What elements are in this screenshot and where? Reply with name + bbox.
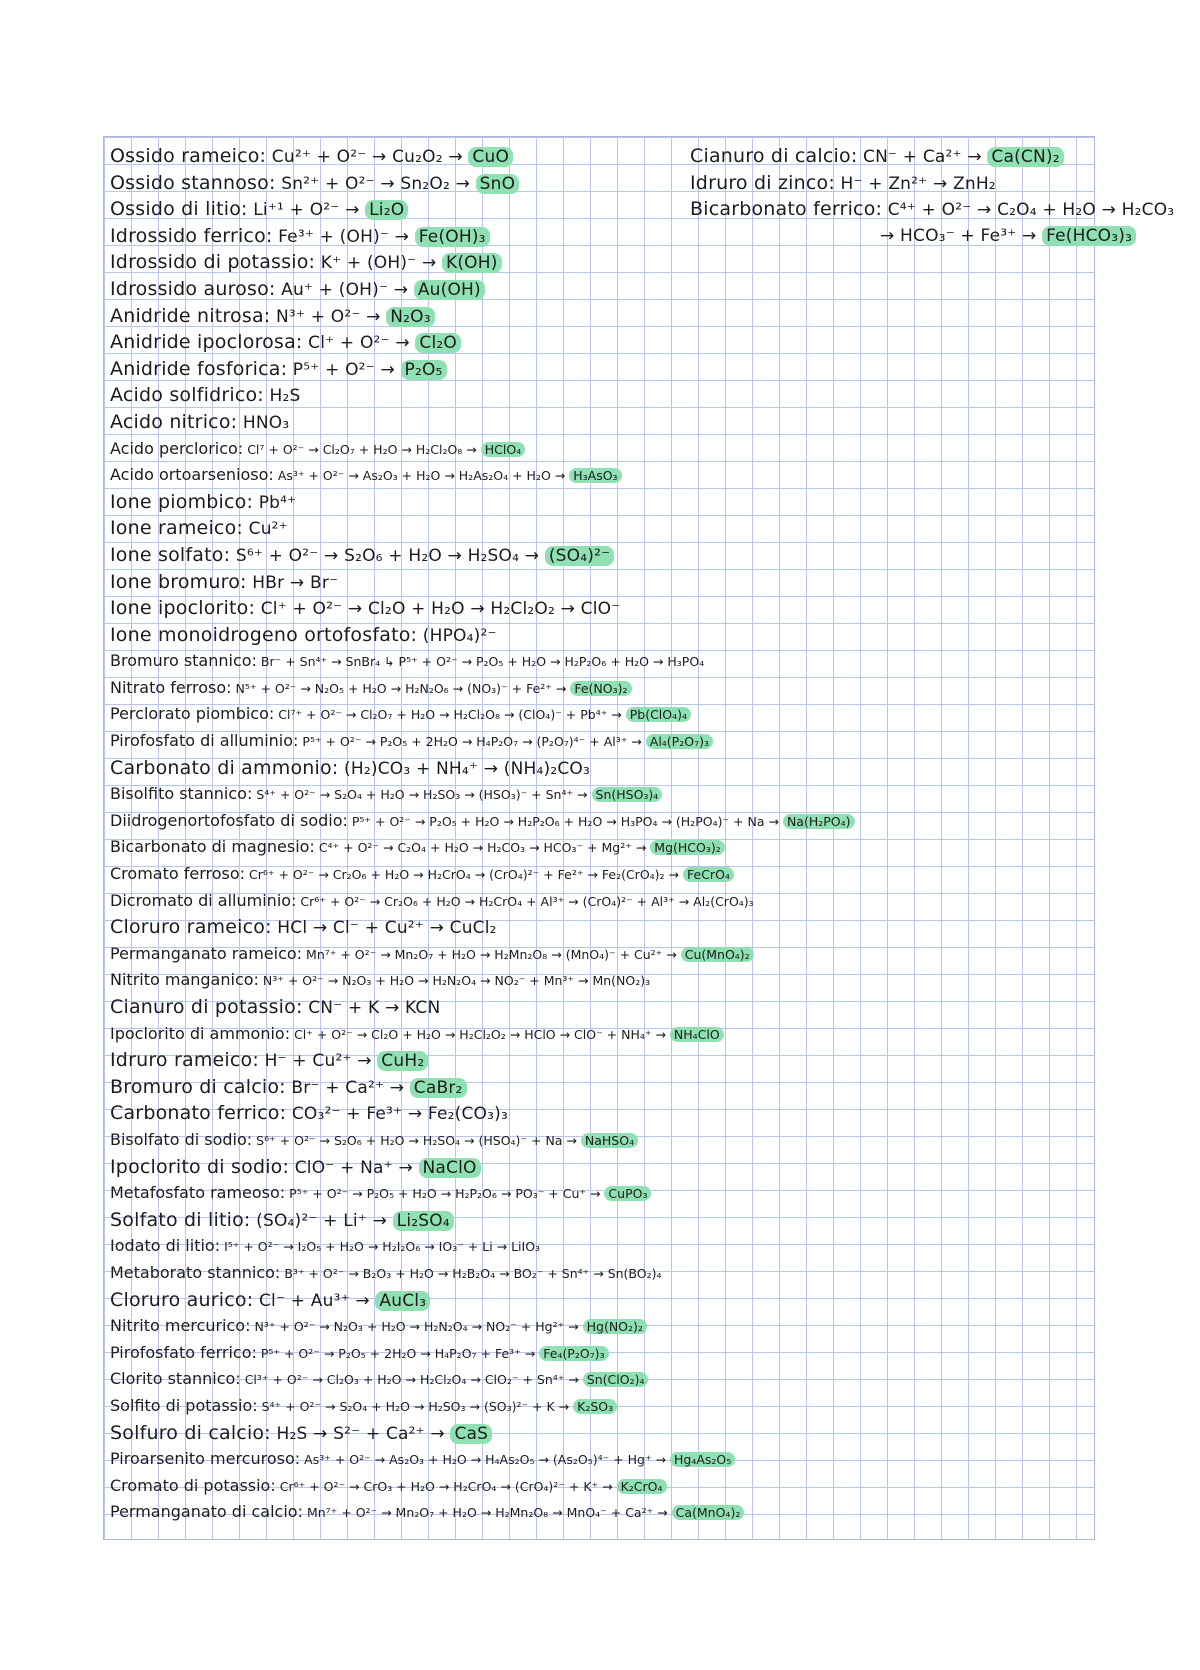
highlighted-result: CuPO₃ — [604, 1186, 651, 1201]
compound-name: Bromuro di calcio: — [110, 1075, 286, 1098]
compound-name: Ione bromuro: — [110, 570, 247, 593]
highlighted-result: K(OH) — [442, 253, 502, 273]
highlighted-result: P₂O₅ — [401, 360, 447, 380]
reaction-formula: Cl⁺ + O²⁻ → — [308, 333, 410, 354]
reaction-formula: HBr → Br⁻ — [252, 572, 339, 593]
reaction-formula: (SO₄)²⁻ + Li⁺ → — [256, 1210, 388, 1231]
compound-name: Idrossido auroso: — [110, 277, 276, 300]
highlighted-result: (SO₄)²⁻ — [545, 546, 614, 566]
note-line — [110, 675, 1100, 702]
highlighted-result: Sn(ClO₂)₄ — [583, 1372, 649, 1387]
compound-name: Permanganato rameico: — [110, 943, 303, 963]
compound-name: Bicarbonato di magnesio: — [110, 837, 315, 857]
note-line — [110, 728, 1100, 755]
highlighted-result: Fe(HCO₃)₃ — [1042, 226, 1136, 246]
note-line — [110, 1473, 1100, 1500]
compound-name: Nitrito manganico: — [110, 970, 259, 990]
reaction-formula: HCl → Cl⁻ + Cu²⁺ → CuCl₂ — [277, 918, 497, 939]
compound-name: Carbonato di ammonio: — [110, 756, 339, 779]
compound-name: Acido nitrico: — [110, 410, 238, 433]
highlighted-result: Fe(NO₃)₂ — [570, 681, 631, 696]
compound-name: Ione piombico: — [110, 490, 254, 513]
note-line — [110, 701, 1100, 728]
reaction-formula: Au⁺ + (OH)⁻ → — [281, 279, 409, 300]
note-line — [110, 967, 1100, 994]
note-line — [110, 489, 1100, 516]
note-line — [110, 1074, 1100, 1101]
highlighted-result: Li₂O — [365, 200, 408, 220]
reaction-formula: Cr⁶⁺ + O²⁻ → Cr₂O₆ + H₂O → H₂CrO₄ + Al³⁺ → (CrO₄)²⁻ + Al³⁺ → Al₂(CrO₄)₃ — [300, 893, 754, 909]
highlighted-result: CuH₂ — [377, 1051, 428, 1071]
reaction-formula: P⁵⁺ + O²⁻ → P₂O₅ + H₂O → H₂P₂O₆ + H₂O → H₃PO₄ → (H₂PO₄)⁻ + Na → — [351, 813, 779, 829]
reaction-formula: S⁴⁺ + O²⁻ → S₂O₄ + H₂O → H₂SO₃ → (HSO₃)⁻ + Sn⁴⁺ → — [256, 787, 588, 803]
compound-name: Cromato ferroso: — [110, 864, 246, 884]
reaction-formula: (HPO₄)²⁻ — [422, 625, 497, 646]
note-line — [110, 329, 1100, 356]
reaction-formula: Cu²⁺ + O²⁻ → Cu₂O₂ → — [271, 147, 463, 167]
highlighted-result: Fe(OH)₃ — [415, 227, 490, 247]
compound-name: Ione ipoclorito: — [110, 597, 256, 620]
note-line — [110, 941, 1100, 968]
compound-name: Ossido rameico: — [110, 145, 267, 167]
reaction-formula: CO₃²⁻ + Fe³⁺ → Fe₂(CO₃)₃ — [291, 1104, 508, 1125]
reaction-formula: Mn⁷⁺ + O²⁻ → Mn₂O₇ + H₂O → H₂Mn₂O₈ → (MnO₄)⁻ + Cu²⁺ → — [306, 946, 677, 962]
note-line — [110, 755, 1100, 782]
reaction-formula: Br⁻ + Ca²⁺ → — [291, 1077, 405, 1098]
highlighted-result: AuCl₃ — [375, 1291, 430, 1311]
compound-name: Clorito stannico: — [110, 1369, 241, 1389]
reaction-formula: P⁵⁺ + O²⁻ → P₂O₅ + H₂O → H₂P₂O₆ → PO₃⁻ + Cu⁺ → — [289, 1186, 601, 1202]
compound-name: Iodato di litio: — [110, 1236, 221, 1256]
compound-name: Idrossido di potassio: — [110, 251, 316, 274]
compound-name: Anidride nitrosa: — [110, 304, 271, 327]
reaction-formula: Fe³⁺ + (OH)⁻ → — [278, 226, 410, 247]
note-line — [110, 1021, 1100, 1048]
highlighted-result: Hg₄As₂O₅ — [670, 1452, 735, 1467]
note-line — [110, 994, 1100, 1021]
note-line — [110, 781, 1100, 808]
reaction-formula: H⁻ + Zn²⁺ → ZnH₂ — [840, 173, 996, 194]
reaction-formula: N⁵⁺ + O²⁻ → N₂O₅ + H₂O → H₂N₂O₆ → (NO₃)⁻ + Fe²⁺ → — [235, 680, 567, 696]
compound-name: Bisolfato di sodio: — [110, 1129, 253, 1149]
compound-name: Cloruro rameico: — [110, 916, 272, 939]
compound-name: Acido solfidrico: — [110, 384, 264, 407]
compound-name: Ipoclorito di sodio: — [110, 1155, 290, 1178]
note-line — [110, 914, 1100, 941]
compound-name: Metaborato stannico: — [110, 1262, 281, 1282]
note-line — [110, 808, 1100, 835]
reaction-formula: Cr⁶⁺ + O²⁻ → CrO₃ + H₂O → H₂CrO₄ → (CrO₄)²⁻ + K⁺ → — [279, 1478, 613, 1494]
reaction-formula: C⁴⁺ + O²⁻ → C₂O₄ + H₂O → H₂CO₃ → HCO₃⁻ + Mg²⁺ → — [318, 840, 647, 856]
note-line — [110, 1393, 1100, 1420]
compound-name: Bisolfito stannico: — [110, 784, 253, 804]
highlighted-result: Cu(MnO₄)₂ — [681, 947, 754, 962]
reaction-formula: K⁺ + (OH)⁻ → — [320, 253, 437, 274]
note-line — [110, 1313, 1100, 1340]
compound-name: Ione rameico: — [110, 517, 244, 540]
compound-name: Metafosfato rameoso: — [110, 1183, 286, 1203]
highlighted-result: Ca(CN)₂ — [987, 147, 1063, 167]
reaction-formula: Mn⁷⁺ + O²⁻ → Mn₂O₇ + H₂O → H₂Mn₂O₈ → MnO₄⁻ + Ca²⁺ → — [306, 1505, 668, 1521]
note-line — [110, 1260, 1100, 1287]
reaction-formula: Cl⁻ + Au³⁺ → — [258, 1290, 370, 1311]
highlighted-result: NH₄ClO — [670, 1027, 724, 1042]
highlighted-result: Au(OH) — [414, 280, 485, 300]
compound-name: Anidride ipoclorosa: — [110, 331, 303, 354]
note-line — [110, 1100, 1100, 1127]
highlighted-result: NaClO — [419, 1158, 481, 1178]
compound-name: Permanganato di calcio: — [110, 1502, 303, 1522]
compound-name: Cianuro di calcio: — [690, 145, 858, 167]
highlighted-result: CuO — [468, 147, 513, 167]
reaction-formula: → HCO₃⁻ + Fe³⁺ → — [880, 225, 1037, 246]
compound-name: Idrossido ferrico: — [110, 224, 273, 247]
highlighted-result: NaHSO₄ — [581, 1133, 638, 1148]
reaction-formula: Cu²⁺ — [248, 519, 288, 540]
reaction-formula: (H₂)CO₃ + NH₄⁺ → (NH₄)₂CO₃ — [344, 758, 591, 779]
reaction-formula: S⁶⁺ + O²⁻ → S₂O₆ + H₂O → H₂SO₄ → (HSO₄)⁻ + Na → — [256, 1132, 577, 1148]
note-line — [110, 1366, 1100, 1393]
reaction-formula: S⁶⁺ + O²⁻ → S₂O₆ + H₂O → H₂SO₄ → — [235, 545, 540, 566]
compound-name: Ione solfato: — [110, 543, 231, 566]
compound-name: Dicromato di alluminio: — [110, 890, 297, 910]
compound-name: Cloruro aurico: — [110, 1288, 254, 1311]
compound-name: Bicarbonato ferrico: — [690, 198, 883, 221]
reaction-formula: Cl⁺ + O²⁻ → Cl₂O + H₂O → H₂Cl₂O₂ → ClO⁻ — [260, 599, 621, 620]
reaction-formula: P⁵⁺ + O²⁻ → — [292, 359, 395, 380]
compound-name: Pirofosfato di alluminio: — [110, 731, 299, 751]
note-line — [690, 170, 1090, 197]
note-line — [110, 1340, 1100, 1367]
compound-name: Idruro di zinco: — [690, 171, 835, 194]
highlighted-result: HClO₄ — [481, 442, 525, 457]
note-line — [110, 1180, 1100, 1207]
note-line — [110, 515, 1100, 542]
note-line — [110, 382, 1100, 409]
compound-name: Anidride fosforica: — [110, 357, 288, 380]
reaction-formula: S⁴⁺ + O²⁻ → S₂O₄ + H₂O → H₂SO₃ → (SO₃)²⁻ + K → — [261, 1398, 570, 1414]
note-line — [110, 1154, 1100, 1181]
reaction-formula: Sn²⁺ + O²⁻ → Sn₂O₂ → — [281, 173, 471, 194]
note-line — [110, 1499, 1100, 1526]
note-line — [110, 861, 1100, 888]
note-line — [690, 143, 1090, 170]
compound-name: Diidrogenortofosfato di sodio: — [110, 810, 348, 830]
reaction-formula: N³⁺ + O²⁻ → — [276, 306, 381, 327]
note-line — [690, 223, 1133, 250]
reaction-formula: Cl⁷ + O²⁻ → Cl₂O₇ + H₂O → H₂Cl₂O₈ → — [247, 441, 477, 457]
note-line — [110, 276, 1100, 303]
highlighted-result: Li₂SO₄ — [393, 1211, 454, 1231]
compound-name: Ossido di litio: — [110, 198, 248, 221]
reaction-formula: N³⁺ + O²⁻ → N₂O₃ + H₂O → H₂N₂O₄ → NO₂⁻ + Mn³⁺ → Mn(NO₂)₃ — [262, 973, 651, 989]
reaction-formula: I⁵⁺ + O²⁻ → I₂O₅ + H₂O → H₂I₂O₆ → IO₃⁻ + Li → LiIO₃ — [224, 1239, 541, 1255]
note-line — [110, 462, 1100, 489]
highlighted-result: CaBr₂ — [410, 1078, 467, 1098]
note-line — [110, 356, 1100, 383]
reaction-formula: As³⁺ + O²⁻ → As₂O₃ + H₂O → H₄As₂O₅ → (As₂O₅)⁴⁻ + Hg⁺ → — [304, 1452, 666, 1468]
right-column-notes — [690, 143, 1175, 249]
highlighted-result: Pb(ClO₄)₄ — [626, 707, 691, 722]
highlighted-result: Sn(HSO₃)₄ — [592, 787, 663, 802]
reaction-formula: Cl⁺ + O²⁻ → Cl₂O + H₂O → H₂Cl₂O₂ → HClO → ClO⁻ + NH₄⁺ → — [294, 1026, 666, 1042]
compound-name: Carbonato ferrico: — [110, 1102, 287, 1125]
reaction-formula: H₂S → S²⁻ + Ca²⁺ → — [276, 1423, 445, 1444]
reaction-formula: P⁵⁺ + O²⁻ → P₂O₅ + 2H₂O → H₄P₂O₇ → (P₂O₇)⁴⁻ + Al³⁺ → — [302, 734, 642, 750]
highlighted-result: FeCrO₄ — [683, 867, 734, 882]
reaction-formula: Cr⁶⁺ + O²⁻ → Cr₂O₆ + H₂O → H₂CrO₄ → (CrO₄)²⁻ + Fe²⁺ → Fe₂(CrO₄)₂ → — [249, 867, 680, 883]
reaction-formula: N³⁺ + O²⁻ → N₂O₃ + H₂O → H₂N₂O₄ → NO₂⁻ + Hg²⁺ → — [254, 1319, 579, 1335]
reaction-formula: Pb⁴⁺ — [258, 492, 297, 513]
reaction-formula: C⁴⁺ + O²⁻ → C₂O₄ + H₂O → H₂CO₃ — [887, 200, 1175, 221]
highlighted-result: H₃AsO₃ — [569, 468, 621, 483]
reaction-formula: B³⁺ + O²⁻ → B₂O₃ + H₂O → H₂B₂O₄ → BO₂⁻ + Sn⁴⁺ → Sn(BO₂)₄ — [284, 1265, 662, 1281]
compound-name: Idruro rameico: — [110, 1049, 259, 1072]
compound-name: Acido perclorico: — [110, 438, 244, 458]
note-line — [110, 595, 1100, 622]
reaction-formula: ClO⁻ + Na⁺ → — [294, 1157, 413, 1178]
note-line — [110, 569, 1100, 596]
compound-name: Ipoclorito di ammonio: — [110, 1023, 291, 1043]
note-line — [110, 1207, 1100, 1234]
reaction-formula: H⁻ + Cu²⁺ → — [264, 1051, 372, 1072]
reaction-formula: Cl⁷⁺ + O²⁻ → Cl₂O₇ + H₂O → H₂Cl₂O₈ → (ClO₄)⁻ + Pb⁴⁺ → — [278, 707, 622, 723]
note-line — [110, 834, 1100, 861]
note-line — [690, 196, 1175, 223]
compound-name: Cianuro di potassio: — [110, 996, 303, 1018]
note-line — [110, 622, 1100, 649]
note-line — [110, 1047, 1100, 1074]
reaction-formula: Br⁻ + Sn⁴⁺ → SnBr₄ ↳ P⁵⁺ + O²⁻ → P₂O₅ + H₂O → H₂P₂O₆ + H₂O → H₃PO₄ — [260, 654, 705, 670]
reaction-formula: CN⁻ + K → KCN — [308, 998, 441, 1018]
compound-name: Cromato di potassio: — [110, 1475, 276, 1495]
compound-name: Pirofosfato ferrico: — [110, 1342, 257, 1362]
note-line — [110, 1446, 1100, 1473]
note-line — [110, 409, 1100, 436]
reaction-formula: CN⁻ + Ca²⁺ → — [863, 147, 982, 167]
compound-name: Solfato di litio: — [110, 1208, 251, 1231]
compound-name: Solfito di potassio: — [110, 1395, 258, 1415]
highlighted-result: Ca(MnO₄)₂ — [672, 1505, 745, 1520]
compound-name: Nitrato ferroso: — [110, 677, 232, 697]
compound-name: Ione monoidrogeno ortofosfato: — [110, 623, 418, 646]
reaction-formula: Li⁺¹ + O²⁻ → — [253, 200, 360, 221]
compound-name: Piroarsenito mercuroso: — [110, 1449, 301, 1469]
compound-name: Solfuro di calcio: — [110, 1421, 271, 1444]
highlighted-result: Al₄(P₂O₇)₃ — [646, 734, 713, 749]
note-line — [110, 888, 1100, 915]
highlighted-result: Na(H₂PO₄) — [783, 814, 855, 829]
compound-name: Nitrito mercurico: — [110, 1316, 251, 1336]
highlighted-result: N₂O₃ — [386, 307, 435, 327]
highlighted-result: K₂CrO₄ — [617, 1479, 667, 1494]
highlighted-result: K₂SO₃ — [573, 1399, 617, 1414]
highlighted-result: SnO — [476, 174, 520, 194]
note-line — [110, 1233, 1100, 1260]
note-line — [110, 1420, 1100, 1447]
left-column-notes — [110, 143, 1100, 1526]
reaction-formula: As³⁺ + O²⁻ → As₂O₃ + H₂O → H₂As₂O₄ + H₂O → — [277, 468, 566, 484]
note-line — [110, 436, 1100, 463]
reaction-formula: P⁵⁺ + O²⁻ → P₂O₅ + 2H₂O → H₄P₂O₇ + Fe³⁺ → — [260, 1345, 536, 1361]
compound-name: Perclorato piombico: — [110, 704, 275, 724]
reaction-formula: HNO₃ — [242, 412, 290, 433]
note-line — [110, 249, 1100, 276]
note-line — [110, 542, 1100, 569]
compound-name: Ossido stannoso: — [110, 171, 276, 194]
highlighted-result: Fe₄(P₂O₇)₃ — [539, 1346, 608, 1361]
reaction-formula: H₂S — [269, 386, 301, 407]
note-line — [110, 303, 1100, 330]
highlighted-result: CaS — [450, 1424, 492, 1444]
compound-name: Bromuro stannico: — [110, 651, 257, 671]
reaction-formula: Cl³⁺ + O²⁻ → Cl₂O₃ + H₂O → H₂Cl₂O₄ → ClO₂⁻ + Sn⁴⁺ → — [244, 1372, 579, 1388]
note-line — [110, 648, 1100, 675]
note-line — [110, 1287, 1100, 1314]
compound-name: Acido ortoarsenioso: — [110, 465, 274, 485]
highlighted-result: Hg(NO₂)₂ — [583, 1319, 647, 1334]
note-line — [110, 1127, 1100, 1154]
highlighted-result: Cl₂O — [415, 333, 461, 353]
highlighted-result: Mg(HCO₃)₂ — [650, 840, 724, 855]
